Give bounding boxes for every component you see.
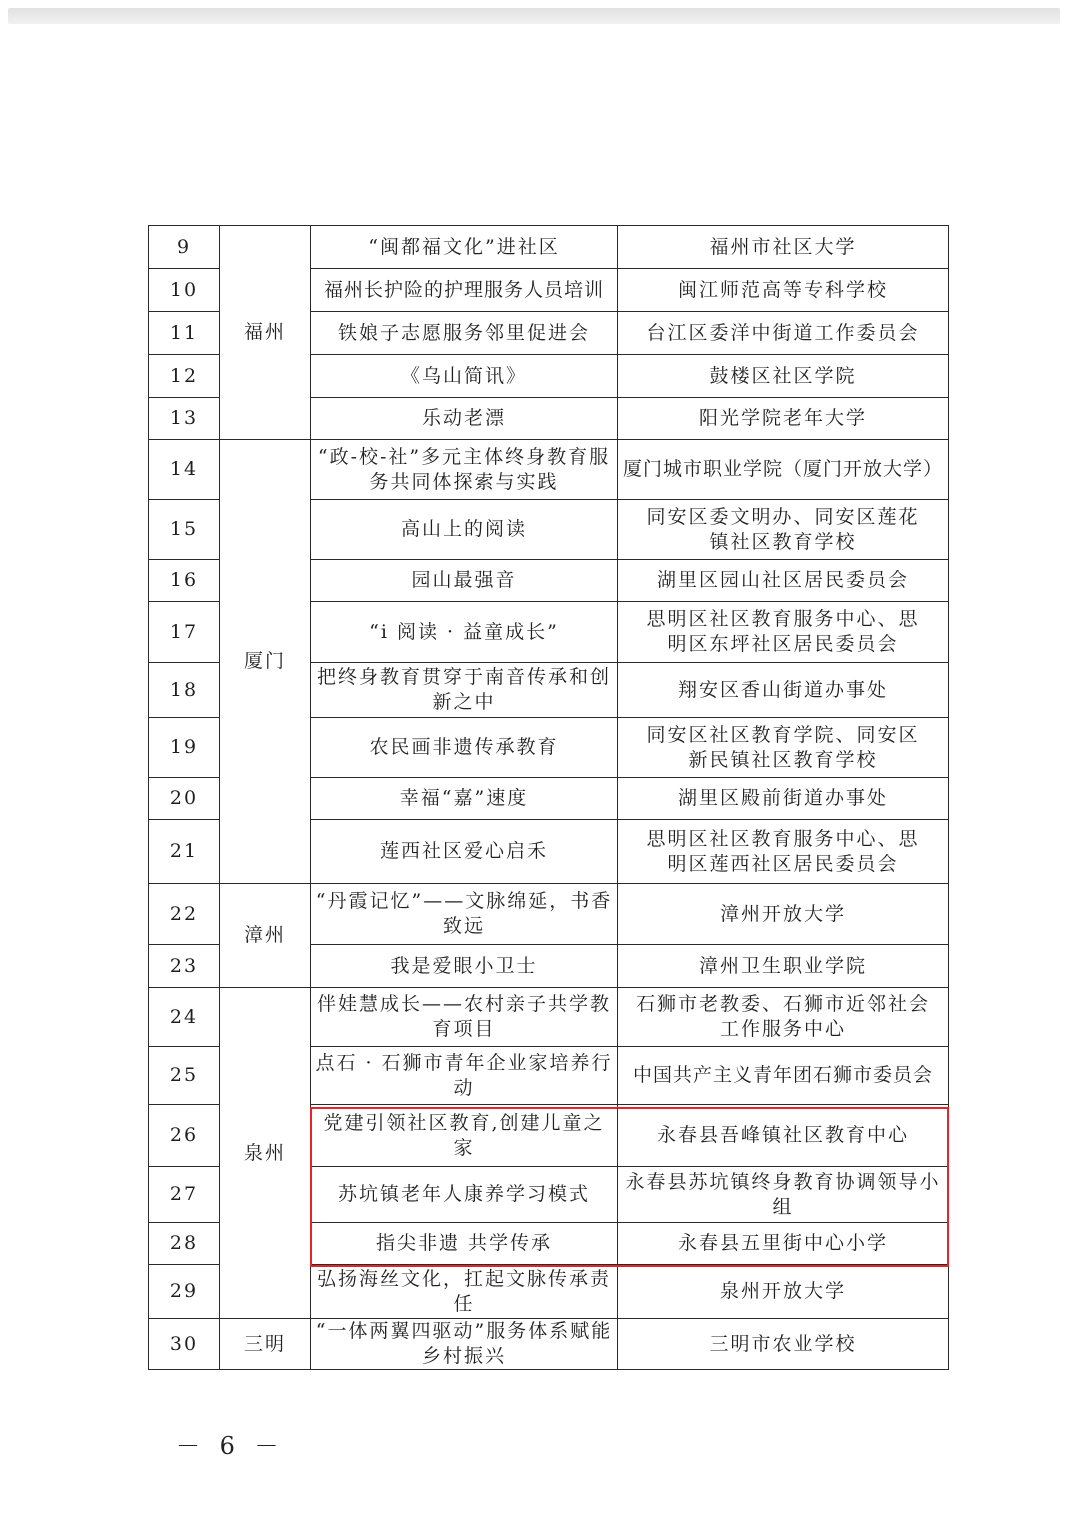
unit-name: 中国共产主义青年团石狮市委员会 — [618, 1047, 949, 1105]
row-number: 15 — [149, 500, 220, 560]
row-number: 11 — [149, 312, 220, 355]
unit-name: 思明区社区教育服务中心、思明区东坪社区居民委员会 — [618, 602, 949, 663]
project-name: 莲西社区爱心启禾 — [311, 820, 618, 884]
row-number: 20 — [149, 778, 220, 820]
city-cell-zhangzhou: 漳州 — [220, 884, 311, 988]
project-list-table — [148, 225, 949, 1370]
project-name: 党建引领社区教育,创建儿童之家 — [311, 1105, 618, 1167]
unit-name: 湖里区殿前街道办事处 — [618, 778, 949, 820]
unit-name: 翔安区香山街道办事处 — [618, 663, 949, 718]
project-name: 乐动老漂 — [311, 398, 618, 440]
table-row — [149, 988, 949, 1047]
city-cell-quanzhou: 泉州 — [220, 988, 311, 1319]
row-number: 22 — [149, 884, 220, 945]
table-row — [149, 226, 949, 269]
row-number: 10 — [149, 269, 220, 312]
project-name: 指尖非遗 共学传承 — [311, 1223, 618, 1265]
row-number: 16 — [149, 560, 220, 602]
project-name: 幸福“嘉”速度 — [311, 778, 618, 820]
unit-name: 台江区委洋中街道工作委员会 — [618, 312, 949, 355]
row-number: 27 — [149, 1167, 220, 1223]
row-number: 12 — [149, 355, 220, 398]
project-name: 高山上的阅读 — [311, 500, 618, 560]
project-name: 苏坑镇老年人康养学习模式 — [311, 1167, 618, 1223]
row-number: 26 — [149, 1105, 220, 1167]
unit-name: 湖里区园山社区居民委员会 — [618, 560, 949, 602]
row-number: 18 — [149, 663, 220, 718]
unit-name: 三明市农业学校 — [618, 1319, 949, 1370]
unit-name: 阳光学院老年大学 — [618, 398, 949, 440]
project-name: “闽都福文化”进社区 — [311, 226, 618, 269]
row-number: 30 — [149, 1319, 220, 1370]
unit-name: 永春县苏坑镇终身教育协调领导小组 — [618, 1167, 949, 1223]
unit-name: 永春县吾峰镇社区教育中心 — [618, 1105, 949, 1167]
project-name: 福州长护险的护理服务人员培训 — [311, 269, 618, 312]
unit-name: 闽江师范高等专科学校 — [618, 269, 949, 312]
unit-name: 同安区委文明办、同安区莲花镇社区教育学校 — [618, 500, 949, 560]
project-name: 把终身教育贯穿于南音传承和创新之中 — [311, 663, 618, 718]
scan-top-band — [8, 8, 1060, 24]
row-number: 28 — [149, 1223, 220, 1265]
project-name: 《乌山简讯》 — [311, 355, 618, 398]
unit-name: 鼓楼区社区学院 — [618, 355, 949, 398]
page-number: － 6 － — [176, 1432, 285, 1460]
unit-name: 漳州开放大学 — [618, 884, 949, 945]
unit-name: 同安区社区教育学院、同安区新民镇社区教育学校 — [618, 718, 949, 778]
unit-name: 石狮市老教委、石狮市近邻社会工作服务中心 — [618, 988, 949, 1047]
unit-name: 永春县五里街中心小学 — [618, 1223, 949, 1265]
table-row — [149, 1319, 949, 1370]
unit-name: 漳州卫生职业学院 — [618, 945, 949, 988]
project-name: “政-校-社”多元主体终身教育服务共同体探索与实践 — [311, 440, 618, 500]
row-number: 17 — [149, 602, 220, 663]
unit-name: 思明区社区教育服务中心、思明区莲西社区居民委员会 — [618, 820, 949, 884]
row-number: 29 — [149, 1265, 220, 1319]
unit-name: 福州市社区大学 — [618, 226, 949, 269]
table-row — [149, 440, 949, 500]
city-cell-xiamen: 厦门 — [220, 440, 311, 884]
project-name: 园山最强音 — [311, 560, 618, 602]
row-number: 23 — [149, 945, 220, 988]
row-number: 14 — [149, 440, 220, 500]
row-number: 9 — [149, 226, 220, 269]
project-name: 我是爱眼小卫士 — [311, 945, 618, 988]
project-name: “一体两翼四驱动”服务体系赋能乡村振兴 — [311, 1319, 618, 1370]
row-number: 19 — [149, 718, 220, 778]
table-row — [149, 884, 949, 945]
city-cell-fuzhou: 福州 — [220, 226, 311, 440]
project-name: 弘扬海丝文化，扛起文脉传承责任 — [311, 1265, 618, 1319]
project-name: 铁娘子志愿服务邻里促进会 — [311, 312, 618, 355]
project-name: 点石 · 石狮市青年企业家培养行动 — [311, 1047, 618, 1105]
city-cell-sanming: 三明 — [220, 1319, 311, 1370]
unit-name: 泉州开放大学 — [618, 1265, 949, 1319]
row-number: 13 — [149, 398, 220, 440]
project-name: “丹霞记忆”——文脉绵延，书香致远 — [311, 884, 618, 945]
project-name: 伴娃慧成长——农村亲子共学教育项目 — [311, 988, 618, 1047]
row-number: 25 — [149, 1047, 220, 1105]
row-number: 24 — [149, 988, 220, 1047]
project-name: 农民画非遗传承教育 — [311, 718, 618, 778]
unit-name: 厦门城市职业学院（厦门开放大学） — [618, 440, 949, 500]
project-name: “i 阅读 · 益童成长” — [311, 602, 618, 663]
row-number: 21 — [149, 820, 220, 884]
